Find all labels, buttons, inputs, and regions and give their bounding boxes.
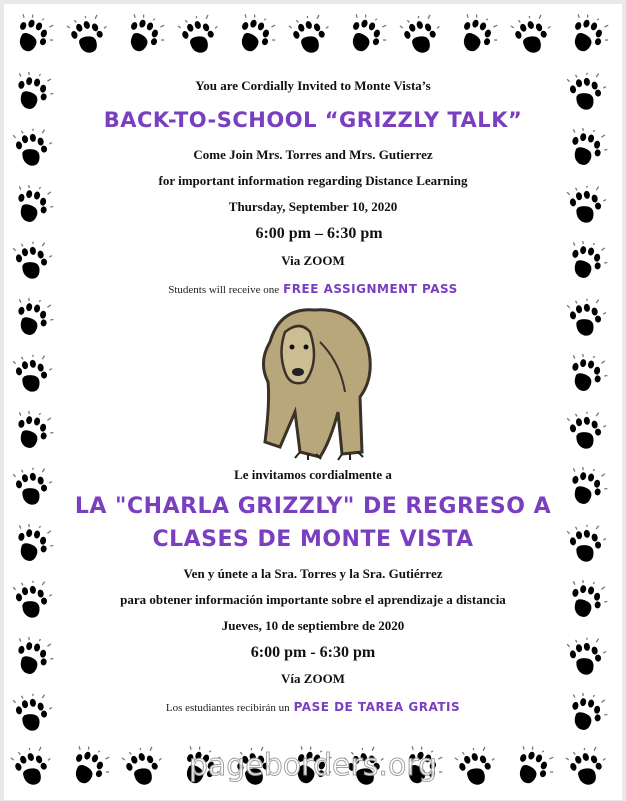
paw-print-icon bbox=[9, 295, 58, 344]
english-pass-prefix: Students will receive one bbox=[168, 284, 280, 296]
english-date: Thursday, September 10, 2020 bbox=[228, 199, 398, 214]
paw-print-icon bbox=[9, 352, 58, 401]
paw-print-icon bbox=[9, 408, 58, 457]
spanish-info: para obtener información importante sobre el aprendizaje a distancia bbox=[120, 592, 506, 607]
spanish-pass-prefix: Los estudiantes recibirán un bbox=[165, 702, 290, 714]
paw-print-icon bbox=[563, 408, 612, 457]
grizzly-bear-mascot bbox=[250, 302, 380, 462]
english-pass-line bbox=[0, 280, 626, 298]
spanish-time: 6:00 pm - 6:30 pm bbox=[250, 644, 376, 661]
paw-print-icon bbox=[563, 352, 612, 401]
english-info: for important information regarding Distance Learning bbox=[158, 173, 468, 188]
english-time: 6:00 pm – 6:30 pm bbox=[255, 225, 383, 242]
spanish-join: Ven y únete a la Sra. Torres y la Sra. Gutiérrez bbox=[183, 566, 443, 581]
spanish-pass-line bbox=[0, 698, 626, 716]
paw-print-icon bbox=[563, 295, 612, 344]
watermark: pageborders.org bbox=[188, 748, 438, 783]
spanish-date: Jueves, 10 de septiembre de 2020 bbox=[221, 618, 405, 633]
english-via: Via ZOOM bbox=[281, 253, 345, 268]
spanish-invite: Le invitamos cordialmente a bbox=[234, 467, 392, 482]
english-title: BACK-TO-SCHOOL “GRIZZLY TALK” bbox=[103, 108, 523, 132]
english-pass: FREE ASSIGNMENT PASS bbox=[283, 282, 458, 296]
spanish-via: Vía ZOOM bbox=[281, 671, 345, 686]
english-join: Come Join Mrs. Torres and Mrs. Gutierrez bbox=[193, 147, 433, 162]
spanish-title-line1: LA "CHARLA GRIZZLY" DE REGRESO A bbox=[74, 494, 552, 519]
english-invite: You are Cordially Invited to Monte Vista’s bbox=[195, 78, 431, 93]
spanish-pass: PASE DE TAREA GRATIS bbox=[293, 700, 461, 714]
spanish-title-line2: CLASES DE MONTE VISTA bbox=[152, 527, 474, 552]
